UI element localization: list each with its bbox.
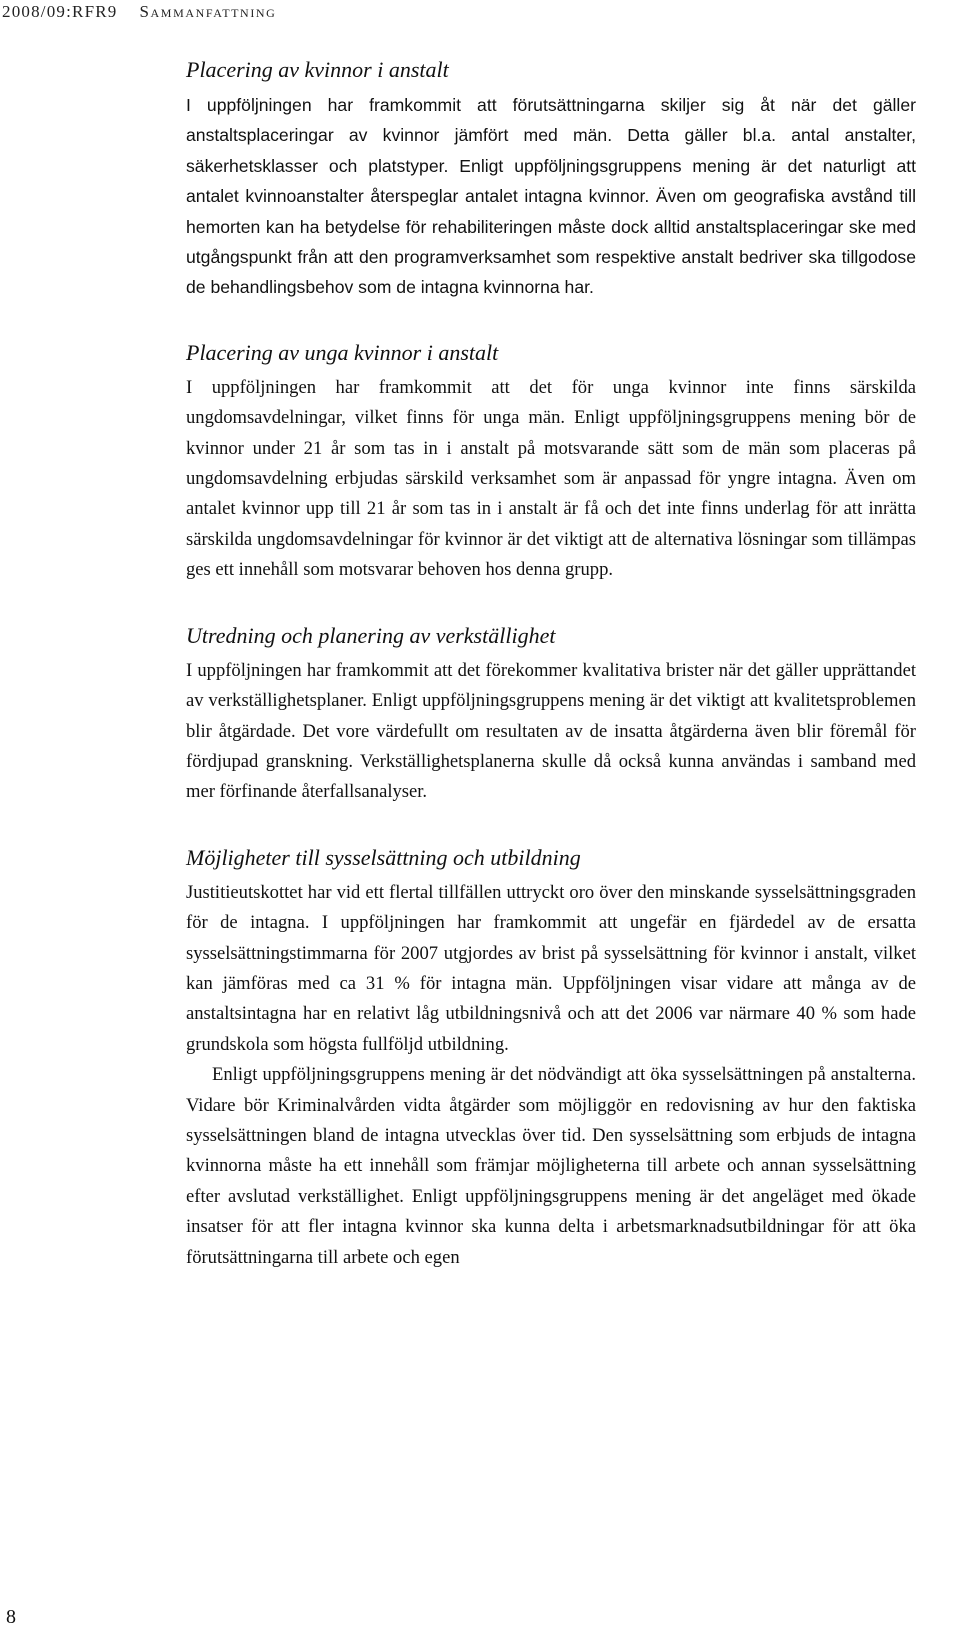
section-heading: Placering av unga kvinnor i anstalt <box>186 339 499 365</box>
section-placering-kvinnor <box>186 54 916 303</box>
paragraph: Justitieutskottet har vid ett flertal tillfällen uttryckt oro över den minskande sysselsättningsgraden för de intagna. I uppföljningen har framkommit att ungefär en fjärdedel av de ersatta sysselsättningstimmarna för 2007 utgjordes av brist på sysselsättning för kvinnor i anstalt, vilket kan jämföras med ca 31 % för intagna män. Uppföljningen visar vidare att många av de anstaltsintagna har en relativt låg utbildningsnivå och att det 2006 var närmare 40 % som hade grundskola som högsta fullföljd utbildning. <box>186 881 916 1055</box>
paragraph: Enligt uppföljningsgruppens mening är det nödvändigt att öka sysselsättningen på anstalterna. Vidare bör Kriminalvården vidta åtgärder som möjliggör en redovisning av hur den faktiska sysselsättningen bland de intagna utvecklas över tid. Den sysselsättning som erbjuds de intagna kvinnorna måste ha ett innehåll som främjar möjligheterna till arbete och annan sysselsättning efter avslutad verkställighet. Enligt uppföljningsgruppens mening är det angeläget med ökade insatser för att fler intagna kvinnor ska kunna delta i arbetsmarknadsutbildningar för att öka förutsättningarna till arbete och egen <box>186 1064 916 1268</box>
paragraph: I uppföljningen har framkommit att det för unga kvinnor inte finns särskilda ungdomsavdelningar, vilket finns för unga män. Enligt uppföljningsgruppens mening bör de kvinnor under 21 år som tas in i anstalt på motsvarande sätt som de män som placeras på ungdomsavdelning erbjudas särskild verksamhet som är anpassad för yngre intagna. Även om antalet kvinnor upp till 21 år som tas in i anstalt är få och det inte finns underlag för att inrätta särskilda ungdomsavdelningar för kvinnor är det viktigt att de alternativa lösningar som tillämpas ges ett innehåll som motsvarar behoven hos denna grupp. <box>186 376 916 581</box>
page-number: 8 <box>6 1606 16 1628</box>
section-utredning-planering <box>186 620 916 808</box>
section-placering-unga-kvinnor <box>186 337 916 586</box>
paragraph: I uppföljningen har framkommit att förutsättningarna skiljer sig åt när det gäller anstaltsplaceringar av kvinnor jämfört med män. Detta gäller bl.a. antal anstalter, säkerhetsklasser och platstyper. Enligt uppföljningsgruppens mening är det naturligt att antalet kvinnoanstalter återspeglar antalet intagna kvinnor. Även om geografiska avstånd till hemorten kan ha betydelse för rehabiliteringen måste dock alltid anstaltsplaceringar ske med utgångspunkt från att den programverksamhet som respektive anstalt bedriver ska tillgodose de behandlingsbehov som de intagna kvinnorna har. <box>186 95 916 298</box>
section-heading: Placering av kvinnor i anstalt <box>186 57 449 82</box>
section-heading: Möjligheter till sysselsättning och utbildning <box>186 844 581 870</box>
section-title: Sammanfattning <box>139 2 277 21</box>
section-heading: Utredning och planering av verkställighet <box>186 622 556 648</box>
section-sysselsattning-utbildning <box>186 842 916 1273</box>
report-number: 2008/09:RFR9 <box>2 2 118 21</box>
running-header <box>2 2 276 22</box>
paragraph: I uppföljningen har framkommit att det förekommer kvalitativa brister när det gäller upprättandet av verkställighetsplaner. Enligt uppföljningsgruppens mening är det viktigt att kvalitetsproblemen blir åtgärdade. Det vore värdefullt om resultaten av de insatta åtgärderna även blir föremål för fördjupad granskning. Verkställighetsplanerna skulle då också kunna användas i samband med mer förfinande återfallsanalyser. <box>186 659 916 803</box>
page-content <box>186 54 916 1307</box>
